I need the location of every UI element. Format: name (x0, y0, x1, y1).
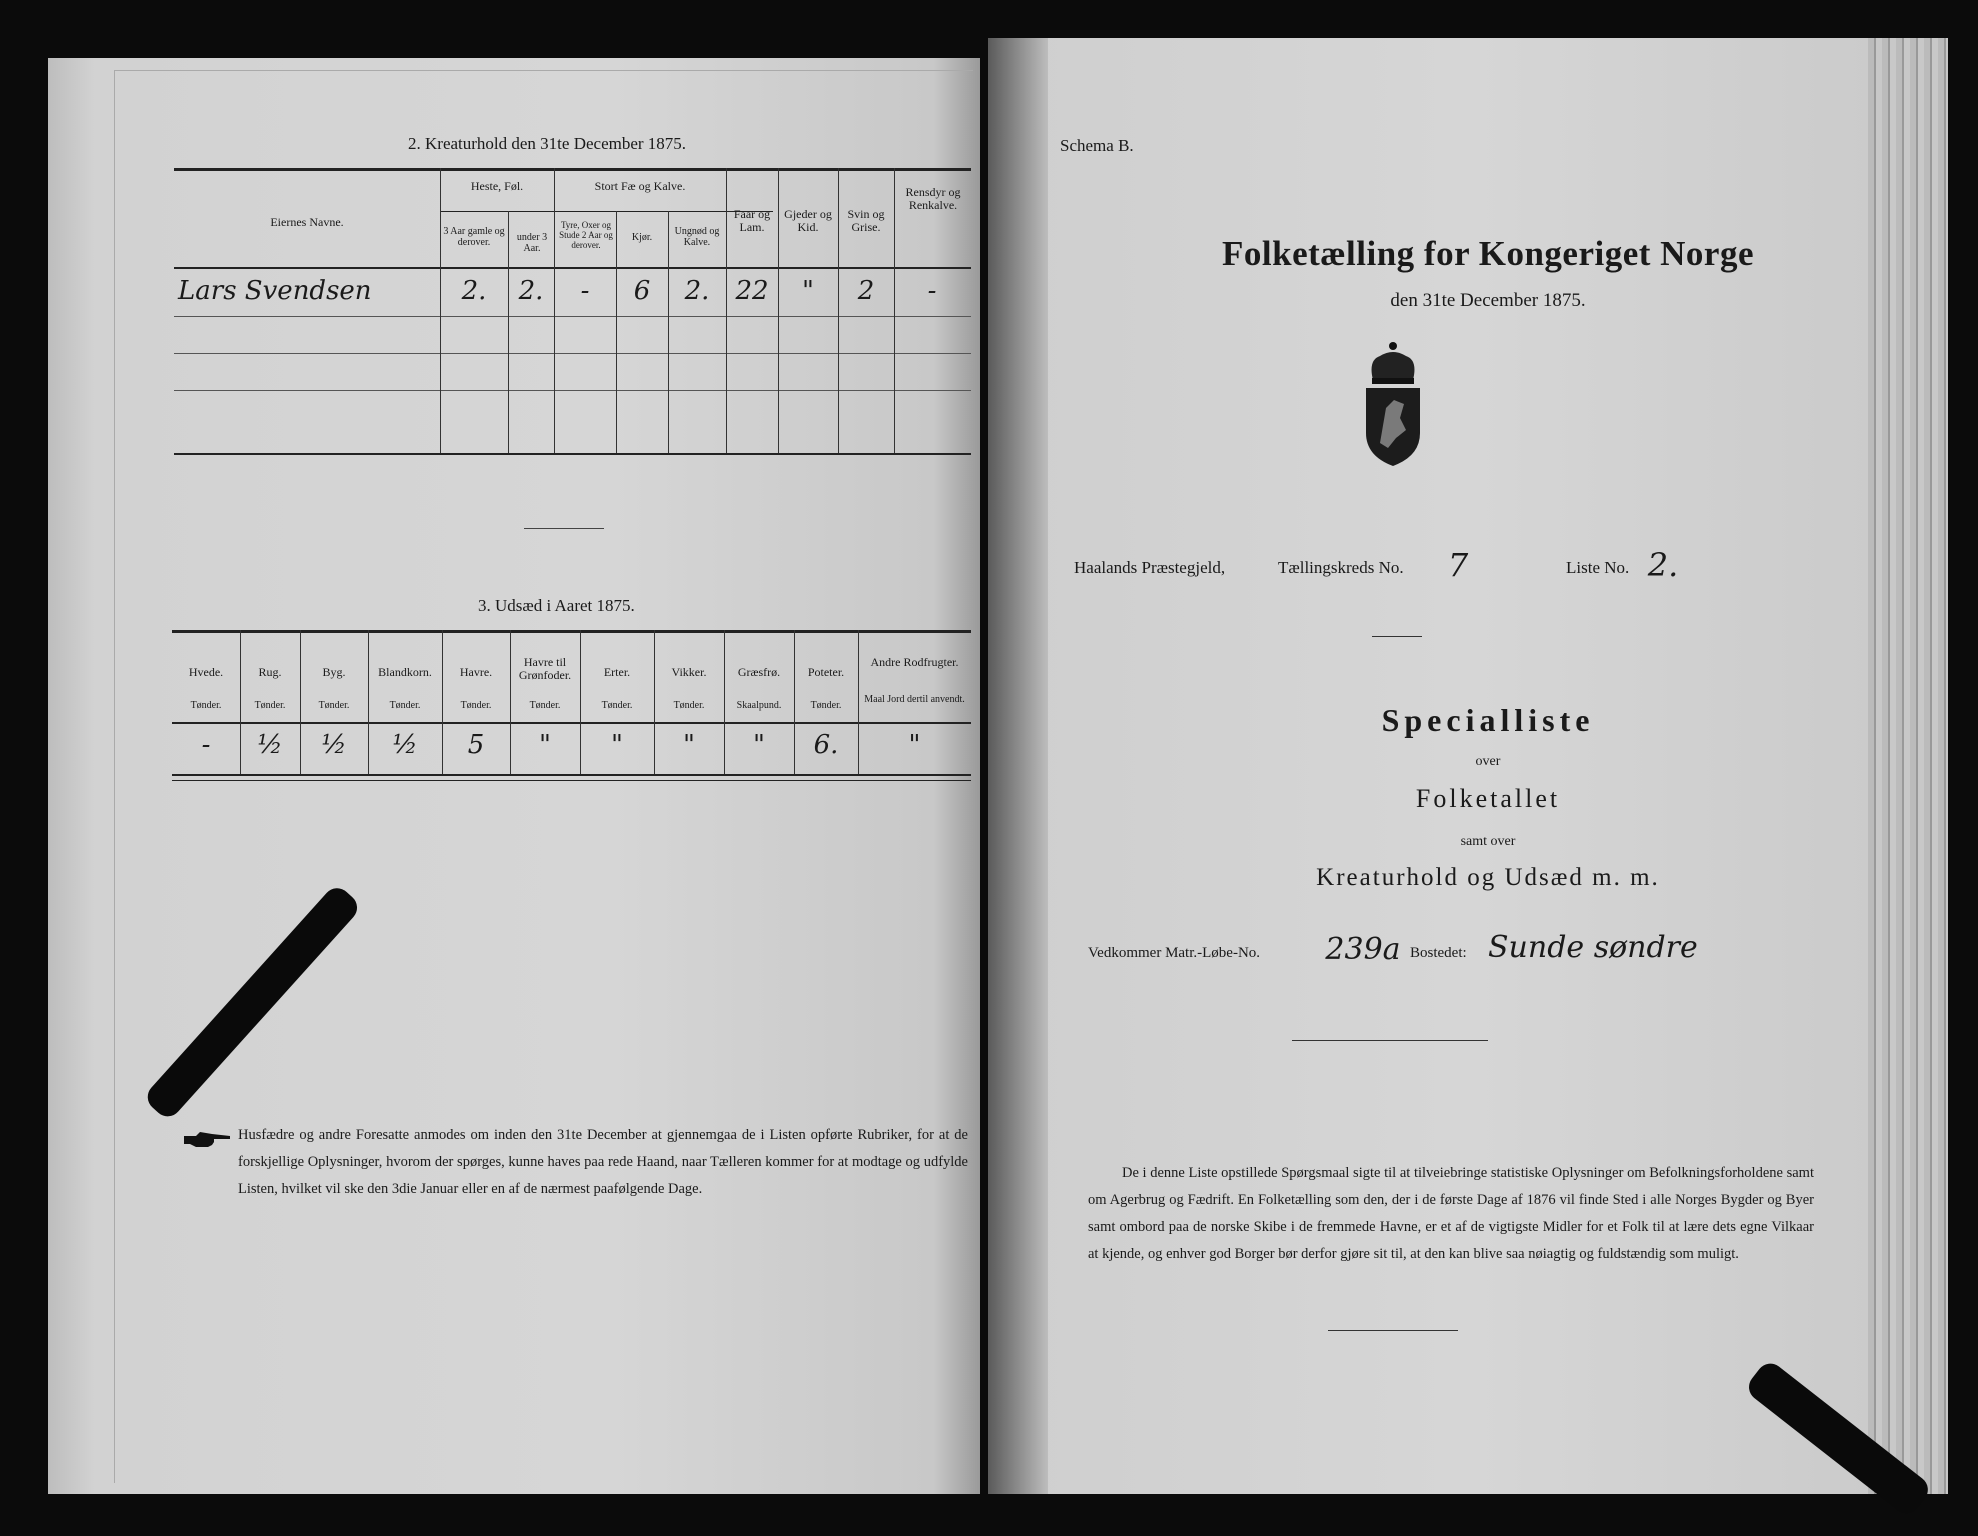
sowing-unit: Tønder. (601, 700, 633, 711)
cell-ungnod: 2. (684, 276, 710, 306)
header-heste-fol: Heste, Føl. (470, 179, 524, 193)
header-ungnod: Ungnød og Kalve. (674, 226, 720, 248)
matr-label: Vedkommer Matr.-Løbe-No. (1088, 945, 1261, 961)
header-kjor: Kjør. (631, 232, 653, 243)
folketallet-heading: Folketallet (1415, 784, 1561, 813)
liste-label: Liste No. (1566, 558, 1630, 577)
sowing-unit: Tønder. (673, 700, 705, 711)
header-stort-fae: Stort Fæ og Kalve. (594, 179, 686, 193)
sowing-value: - (201, 730, 211, 760)
header-heste-3aar: 3 Aar gamle og derover. (443, 226, 505, 248)
census-explanation: De i denne Liste opstillede Spørgsmaal sigte til at tilveiebringe statistiske Oplysninger om Befolkningsforholdene samt om Agerbrug og Fædrift. En Folketælling som den, der i de første Dage af 1876 vil finde Sted i alle Norges Bygder og Byer samt ombord paa de norske Skibe i de fremmede Havne, er et af de vigtigste Midler for et Folk til at lære dets egne Vilkaar at kjende, og enhver god Borger bør derfor gjøre sit til, at den kan blive saa nøiagtig og fuldstændig som muligt. (1088, 1165, 1814, 1262)
sowing-header: Byg. (322, 665, 346, 679)
sowing-unit: Tønder. (529, 700, 561, 711)
divider (1292, 1040, 1488, 1041)
divider (524, 528, 604, 529)
samt-over-label: samt over (1460, 834, 1516, 849)
sowing-unit: Tønder. (254, 700, 286, 711)
sowing-value: " (539, 730, 551, 760)
divider (1328, 1330, 1458, 1331)
sowing-header: Erter. (603, 665, 631, 679)
header-tyre: Tyre, Oxer og Stude 2 Aar og derover. (559, 220, 613, 250)
liste-value: 2. (1647, 546, 1679, 584)
bostedet-label: Bostedet: (1410, 945, 1467, 961)
cell-svin: 2 (857, 276, 875, 306)
header-heste-under3: under 3 Aar. (516, 232, 548, 254)
sowing-header: Hvede. (188, 665, 224, 679)
cell-heste-under3: 2. (518, 276, 544, 306)
cell-rensdyr: - (927, 276, 937, 306)
cell-kjor: 6 (633, 276, 651, 306)
sowing-header: Vikker. (671, 665, 707, 679)
sowing-value: 6. (813, 730, 839, 760)
kreds-value: 7 (1447, 546, 1469, 584)
right-page (988, 38, 1948, 1494)
sowing-unit: Tønder. (318, 700, 350, 711)
kreaturhold-heading: Kreaturhold og Udsæd m. m. (1316, 864, 1660, 891)
sowing-unit: Skaalpund. (736, 700, 782, 711)
sowing-header: Græsfrø. (737, 665, 781, 679)
header-gjeder: Gjeder og Kid. (784, 207, 832, 234)
sowing-value: " (683, 730, 695, 760)
bostedet-value: Sunde søndre (1488, 930, 1698, 965)
pointing-hand-icon (182, 1130, 232, 1150)
coat-of-arms-icon (1358, 338, 1428, 468)
header-svin: Svin og Grise. (847, 207, 885, 234)
sowing-value: ½ (321, 730, 347, 760)
parents-note: Husfædre og andre Foresatte anmodes om inden den 31te December at gjennemgaa de i Listen opførte Rubriker, for at de forskjellige Oplysninger, hvorom der spørges, kunne haves paa rede Haand, naar Tælleren kommer for at modtage og udfylde Listen, hvilket vil ske den 3die Januar eller en af de nærmest paafølgende Dage. (238, 1127, 968, 1197)
sowing-unit: Maal Jord dertil anvendt. (864, 694, 965, 705)
sowing-value: " (908, 730, 921, 760)
census-date: den 31te December 1875. (1390, 290, 1586, 311)
sowing-value: " (611, 730, 623, 760)
cell-tyre: - (580, 276, 590, 306)
header-eiernes-navne: Eiernes Navne. (270, 215, 344, 229)
left-page (48, 58, 980, 1494)
matr-value: 239a (1325, 932, 1401, 967)
sowing-unit: Tønder. (389, 700, 421, 711)
schema-label: Schema B. (1060, 136, 1134, 155)
divider (1372, 636, 1422, 637)
sowing-value: ½ (392, 730, 418, 760)
binding-shadow (988, 38, 1048, 1494)
sowing-value: " (753, 730, 765, 760)
prestegjeld-label: Haalands Præstegjeld, (1074, 558, 1226, 577)
cell-gjeder: " (802, 276, 814, 306)
sowing-header: Havre til Grønfoder. (518, 655, 572, 682)
sowing-header: Poteter. (807, 665, 845, 679)
sowing-unit: Tønder. (460, 700, 492, 711)
sowing-value: ½ (257, 730, 283, 760)
sowing-header: Havre. (459, 665, 493, 679)
section2-title: 2. Kreaturhold den 31te December 1875. (408, 134, 687, 153)
owner-name: Lars Svendsen (178, 276, 372, 306)
specialliste-heading: Specialliste (1381, 702, 1595, 738)
header-rensdyr: Rensdyr og Renkalve. (905, 185, 961, 212)
sowing-value: 5 (467, 730, 485, 760)
cell-faar: 22 (735, 276, 769, 306)
header-faar: Faar og Lam. (733, 207, 771, 234)
sowing-header: Rug. (258, 665, 282, 679)
sowing-unit: Tønder. (190, 700, 222, 711)
sowing-unit: Tønder. (810, 700, 842, 711)
page-edges (1868, 38, 1948, 1494)
over-label: over (1475, 754, 1501, 769)
census-title: Folketælling for Kongeriget Norge (1222, 234, 1754, 273)
sowing-header: Blandkorn. (378, 665, 432, 679)
sowing-header: Andre Rodfrugter. (870, 655, 959, 669)
cell-heste-3aar: 2. (461, 276, 487, 306)
section3-title: 3. Udsæd i Aaret 1875. (478, 596, 635, 615)
kreds-label: Tællingskreds No. (1278, 558, 1404, 577)
